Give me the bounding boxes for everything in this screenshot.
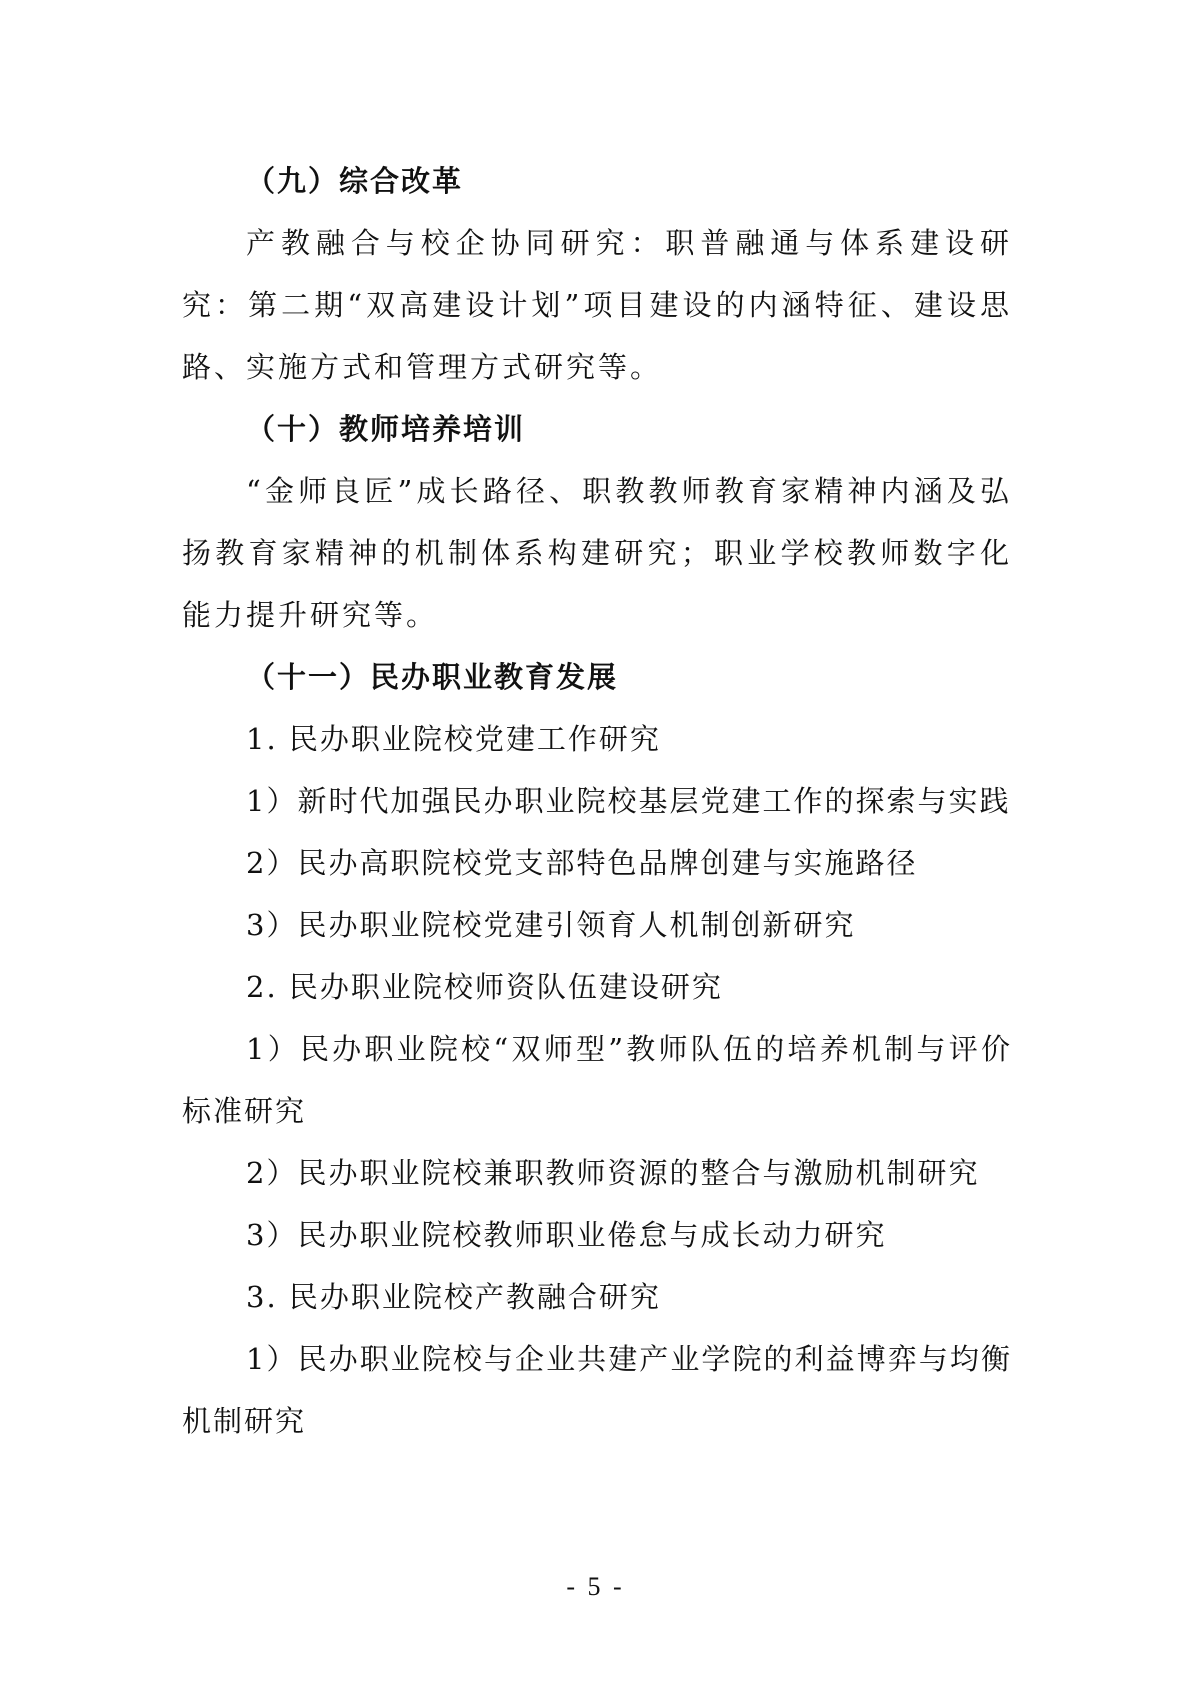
section-heading-teacher-training: （十）教师培养培训 [246,412,526,446]
page-number: - 5 - [566,1572,625,1601]
section-heading-comprehensive-reform: （九）综合改革 [246,164,464,198]
section-paragraph: 产教融合与校企协同研究：职普融通与体系建设研究：第二期“双高建设计划”项目建设的内涵特征、建设思路、实施方式和管理方式研究等。 [182,226,1012,384]
list-item: 1. 民办职业院校党建工作研究 [246,722,661,756]
list-item: 3）民办职业院校党建引领育人机制创新研究 [246,908,856,942]
list-item: 1）民办职业院校与企业共建产业学院的利益博弈与均衡机制研究 [182,1342,1012,1438]
list-item: 2）民办职业院校兼职教师资源的整合与激励机制研究 [246,1156,980,1190]
list-item: 3）民办职业院校教师职业倦怠与成长动力研究 [246,1218,887,1252]
list-item: 2. 民办职业院校师资队伍建设研究 [246,970,723,1004]
list-item: 2）民办高职院校党支部特色品牌创建与实施路径 [246,846,918,880]
list-item: 3. 民办职业院校产教融合研究 [246,1280,661,1314]
document-body [182,150,1012,1452]
list-item: 1）民办职业院校“双师型”教师队伍的培养机制与评价标准研究 [182,1032,1012,1128]
section-heading-private-vocational-education: （十一）民办职业教育发展 [246,660,619,694]
section-paragraph: “金师良匠”成长路径、职教教师教育家精神内涵及弘扬教育家精神的机制体系构建研究；职业学校教师数字化能力提升研究等。 [182,474,1012,632]
list-item: 1）新时代加强民办职业院校基层党建工作的探索与实践 [246,784,1011,818]
